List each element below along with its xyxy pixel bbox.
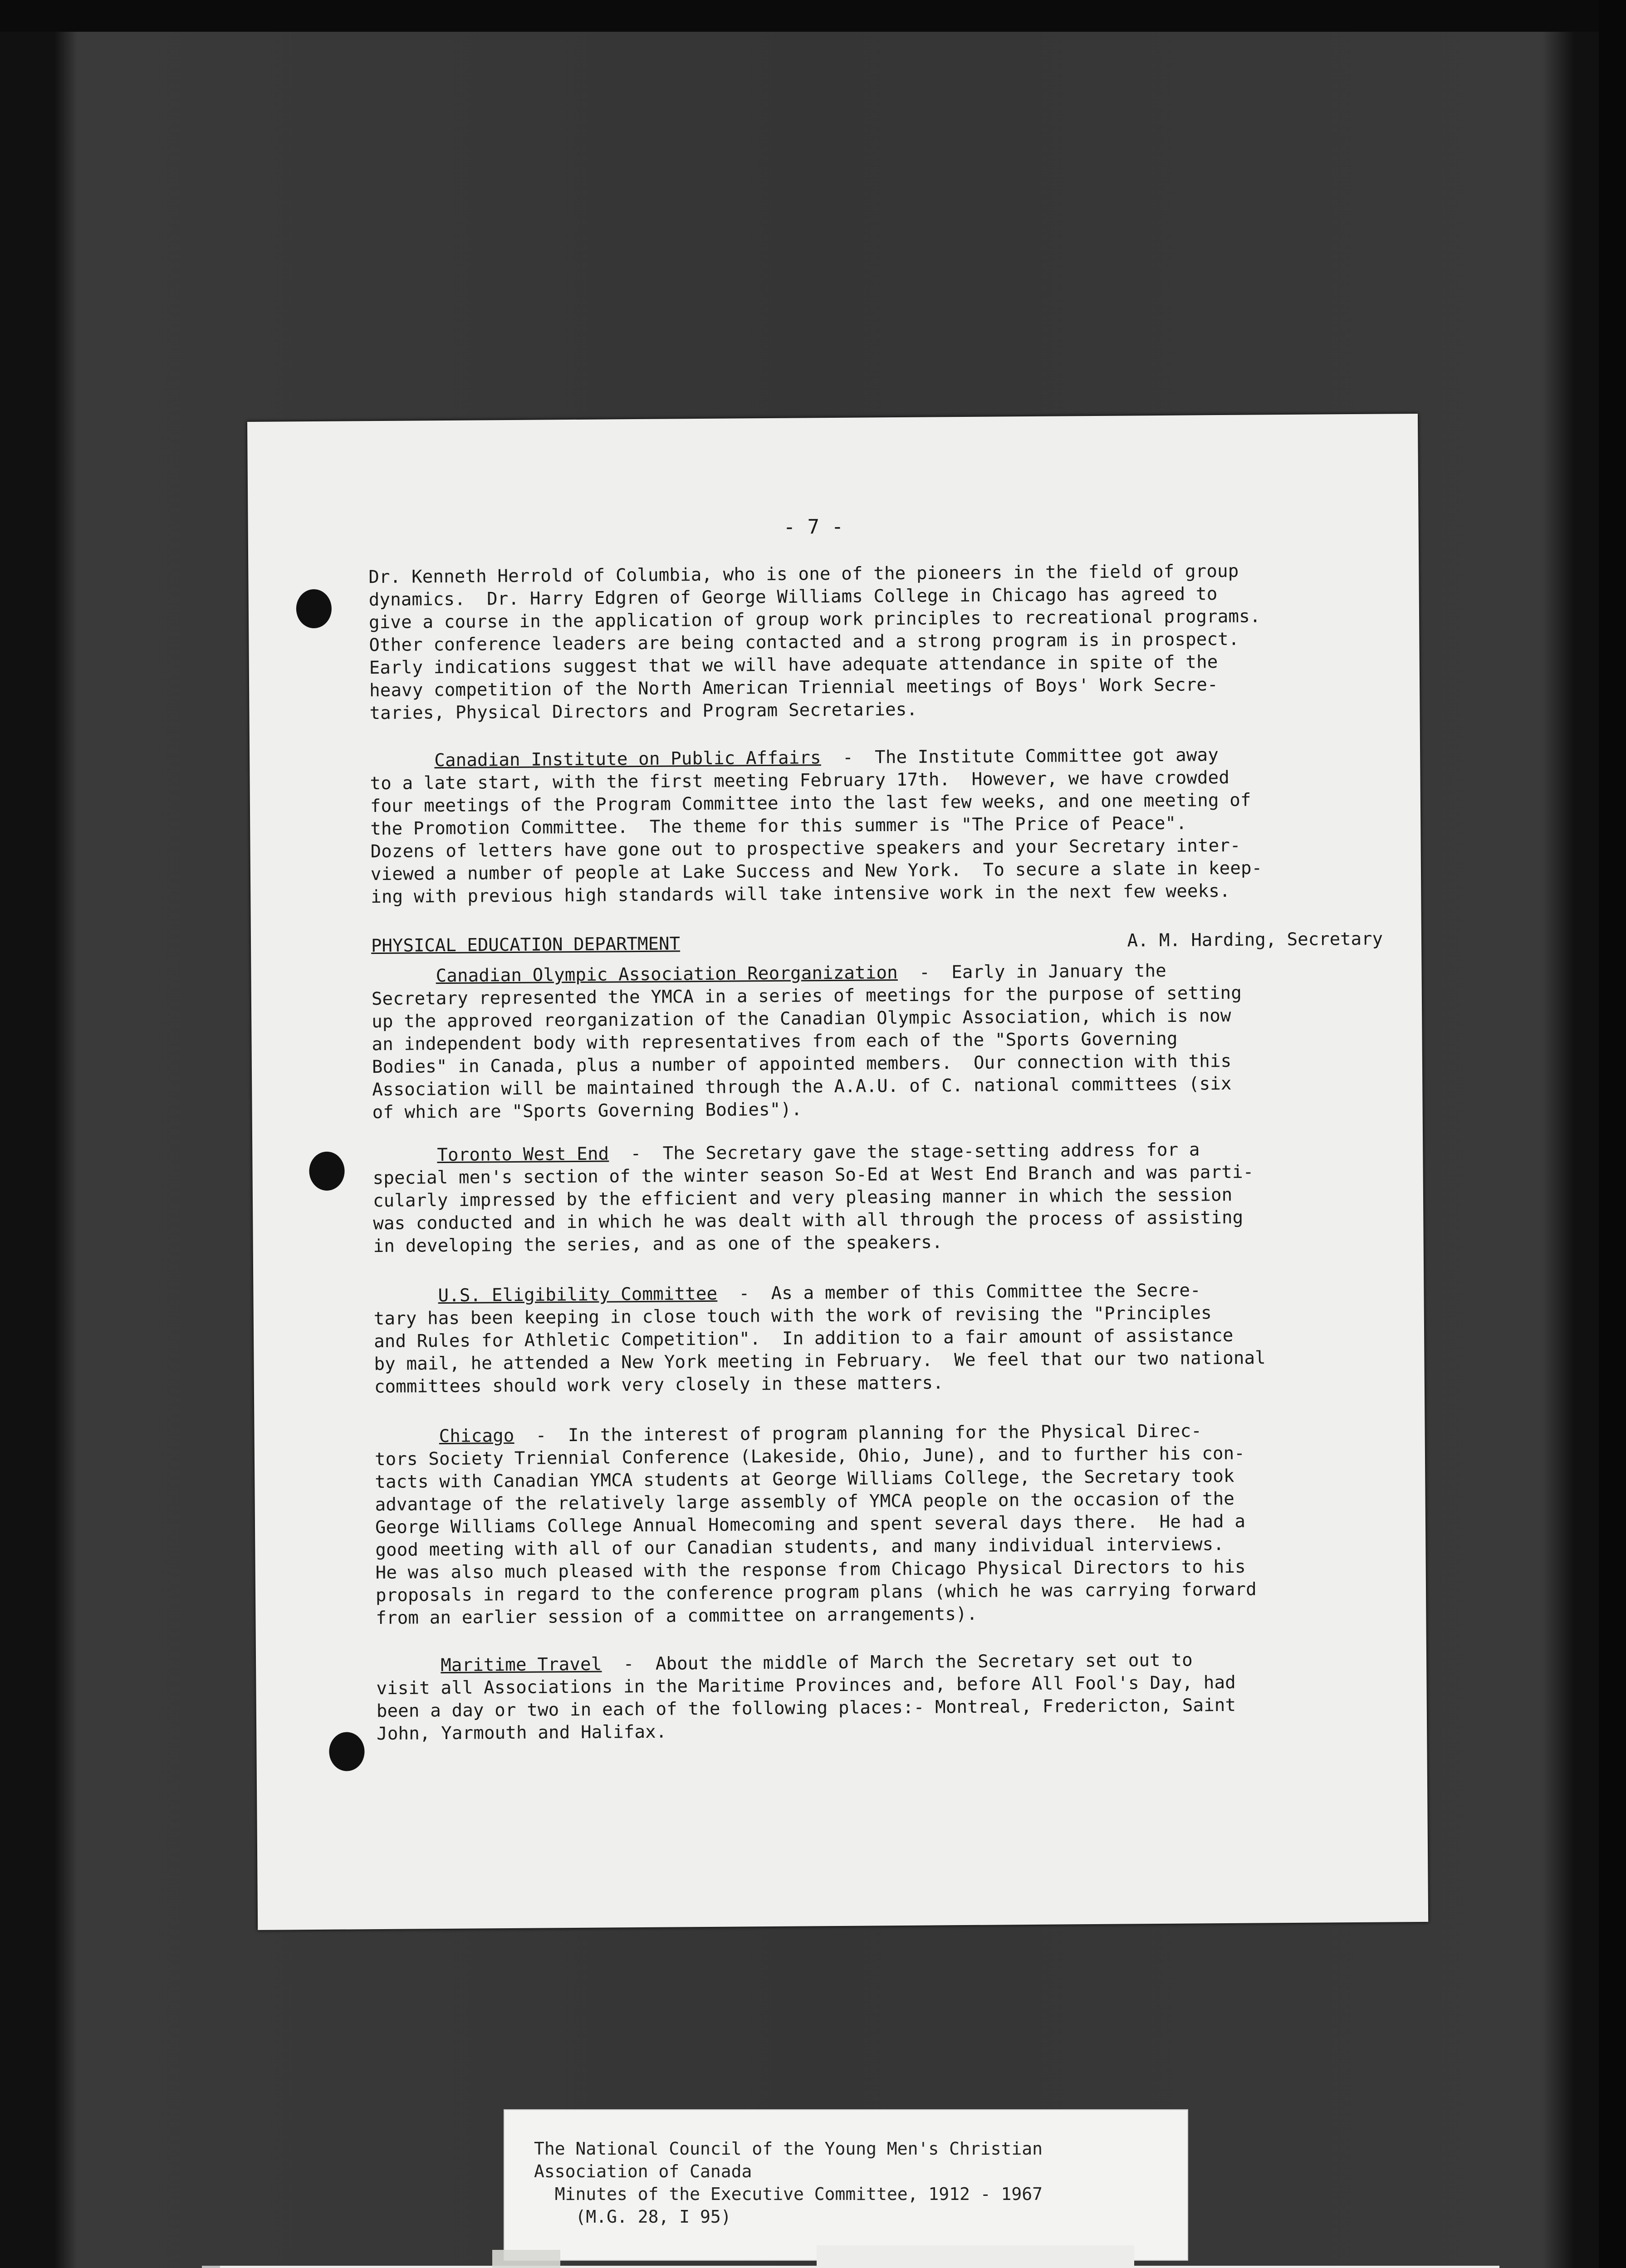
heading-rest: - As a member of this Committee the Secre- (717, 1280, 1201, 1304)
film-border-top (0, 0, 1626, 32)
text-line: Secretary represented the YMCA in a series of meetings for the purpose of setting (371, 982, 1242, 1010)
public-archives-board (202, 2266, 1499, 2268)
section-heading: Canadian Olympic Association Reorganization (436, 963, 898, 987)
text-line: viewed a number of people at Lake Success and New York. To secure a slate in keep- (370, 858, 1263, 885)
text-line: ing with previous high standards will take intensive work in the next few weeks. (371, 880, 1230, 908)
paragraph-intro (368, 559, 1381, 725)
text-line: special men's section of the winter season So-Ed at West End Branch and was parti- (372, 1162, 1254, 1189)
paragraph-canadian-institute (370, 743, 1382, 909)
card-line: (M.G. 28, I 95) (534, 2207, 731, 2227)
text-line: and Rules for Athletic Competition". In addition to a fair amount of assistance (374, 1325, 1234, 1352)
text-line: by mail, he attended a New York meeting in February. We feel that our two national (374, 1348, 1266, 1375)
text-line: committees should work very closely in these matters. (374, 1373, 944, 1398)
text-line: to a late start, with the first meeting February 17th. However, we have crowded (370, 767, 1230, 794)
punch-hole-bottom (329, 1732, 365, 1771)
text-line: He was also much pleased with the response from Chicago Physical Directors to his (375, 1556, 1246, 1584)
text-line: George Williams College Annual Homecoming and spent several days there. He had a (375, 1511, 1246, 1538)
card-line: Association of Canada (534, 2161, 752, 2181)
text-line: tacts with Canadian YMCA students at George Williams College, the Secretary took (375, 1466, 1234, 1493)
text-line: Other conference leaders are being contacted and a strong program is in prospect. (369, 629, 1239, 656)
text-line: been a day or two in each of the following places:- Montreal, Fredericton, Saint (376, 1695, 1236, 1722)
text-line: Association will be maintained through the A.A.U. of C. national committees (six (372, 1073, 1232, 1100)
text-line: John, Yarmouth and Halifax. (377, 1721, 667, 1745)
department-row (371, 929, 1383, 957)
heading-rest: - Early in January the (897, 960, 1167, 983)
heading-rest: - The Institute Committee got away (821, 745, 1219, 768)
department-secretary: A. M. Harding, Secretary (1127, 929, 1383, 951)
text-line: Dr. Kenneth Herrold of Columbia, who is one of the pioneers in the field of group (368, 561, 1239, 588)
text-line: tors Society Triennial Conference (Lakeside, Ohio, June), and to further his con- (374, 1443, 1245, 1470)
archive-card-text (534, 2137, 1043, 2228)
heading-rest: - About the middle of March the Secretary set out to (602, 1650, 1193, 1675)
text-line: cularly impressed by the efficient and very pleasing manner in which the session (372, 1184, 1233, 1212)
text-line: Bodies" in Canada, plus a number of appointed members. Our connection with this (372, 1051, 1232, 1078)
card-line: The National Council of the Young Men's Christian (534, 2139, 1043, 2159)
punch-hole-middle (309, 1152, 345, 1191)
text-line: from an earlier session of a committee on arrangements). (376, 1603, 978, 1629)
section-maritime-travel (376, 1648, 1388, 1746)
section-chicago (374, 1419, 1387, 1630)
heading-rest: - The Secretary gave the stage-setting address for a (609, 1139, 1200, 1164)
tape-strip (492, 2250, 560, 2268)
text-line: give a course in the application of group work principles to recreational programs. (368, 606, 1261, 633)
card-line: Minutes of the Executive Committee, 1912 - 1967 (534, 2184, 1043, 2204)
section-heading: U.S. Eligibility Committee (438, 1283, 718, 1306)
film-border-right (1599, 0, 1626, 2268)
text-line: an independent body with representatives from each of the "Sports Governing (372, 1028, 1178, 1055)
section-toronto-west-end (372, 1138, 1385, 1258)
text-line: Dozens of letters have gone out to prospective speakers and your Secretary inter- (370, 835, 1241, 862)
archive-index-card (504, 2109, 1188, 2261)
heading-rest: - In the interest of program planning for the Physical Direc- (514, 1421, 1202, 1446)
text-line: the Promotion Committee. The theme for this summer is "The Price of Peace". (370, 813, 1187, 840)
text-line: dynamics. Dr. Harry Edgren of George Williams College in Chicago has agreed to (368, 584, 1218, 611)
punch-hole-top (296, 589, 332, 629)
section-heading: Canadian Institute on Public Affairs (434, 748, 821, 771)
text-line: advantage of the relatively large assembly of YMCA people on the occasion of the (375, 1488, 1235, 1515)
text-line: of which are "Sports Governing Bodies"). (372, 1099, 802, 1123)
document-page (247, 414, 1428, 1930)
text-line: good meeting with all of our Canadian students, and many individual interviews. (375, 1534, 1224, 1561)
text-line: Early indications suggest that we will have adequate attendance in spite of the (369, 652, 1218, 679)
text-line: four meetings of the Program Committee into the last few weeks, and one meeting of (370, 790, 1251, 817)
page-number: - 7 - (783, 515, 844, 539)
text-line: proposals in regard to the conference program plans (which he was carrying forward (375, 1579, 1257, 1606)
text-line: in developing the series, and as one of the speakers. (373, 1232, 943, 1257)
section-heading: Maritime Travel (441, 1654, 602, 1676)
archive-board-notch (817, 2245, 1134, 2268)
text-line: visit all Associations in the Maritime Provinces and, before All Fool's Day, had (376, 1672, 1236, 1699)
section-olympic (371, 958, 1384, 1124)
department-title: PHYSICAL EDUCATION DEPARTMENT (371, 934, 681, 957)
section-heading: Toronto West End (437, 1144, 609, 1166)
section-us-eligibility (373, 1278, 1386, 1399)
text-line: was conducted and in which he was dealt with all through the process of assisting (373, 1207, 1244, 1234)
text-line: tary has been keeping in close touch with the work of revising the "Principles (373, 1303, 1212, 1330)
text-line: taries, Physical Directors and Program Secretaries. (369, 699, 918, 724)
section-heading: Chicago (439, 1425, 514, 1447)
text-line: heavy competition of the North American Triennial meetings of Boys' Work Secre- (369, 675, 1218, 701)
text-line: up the approved reorganization of the Canadian Olympic Association, which is now (372, 1005, 1231, 1032)
